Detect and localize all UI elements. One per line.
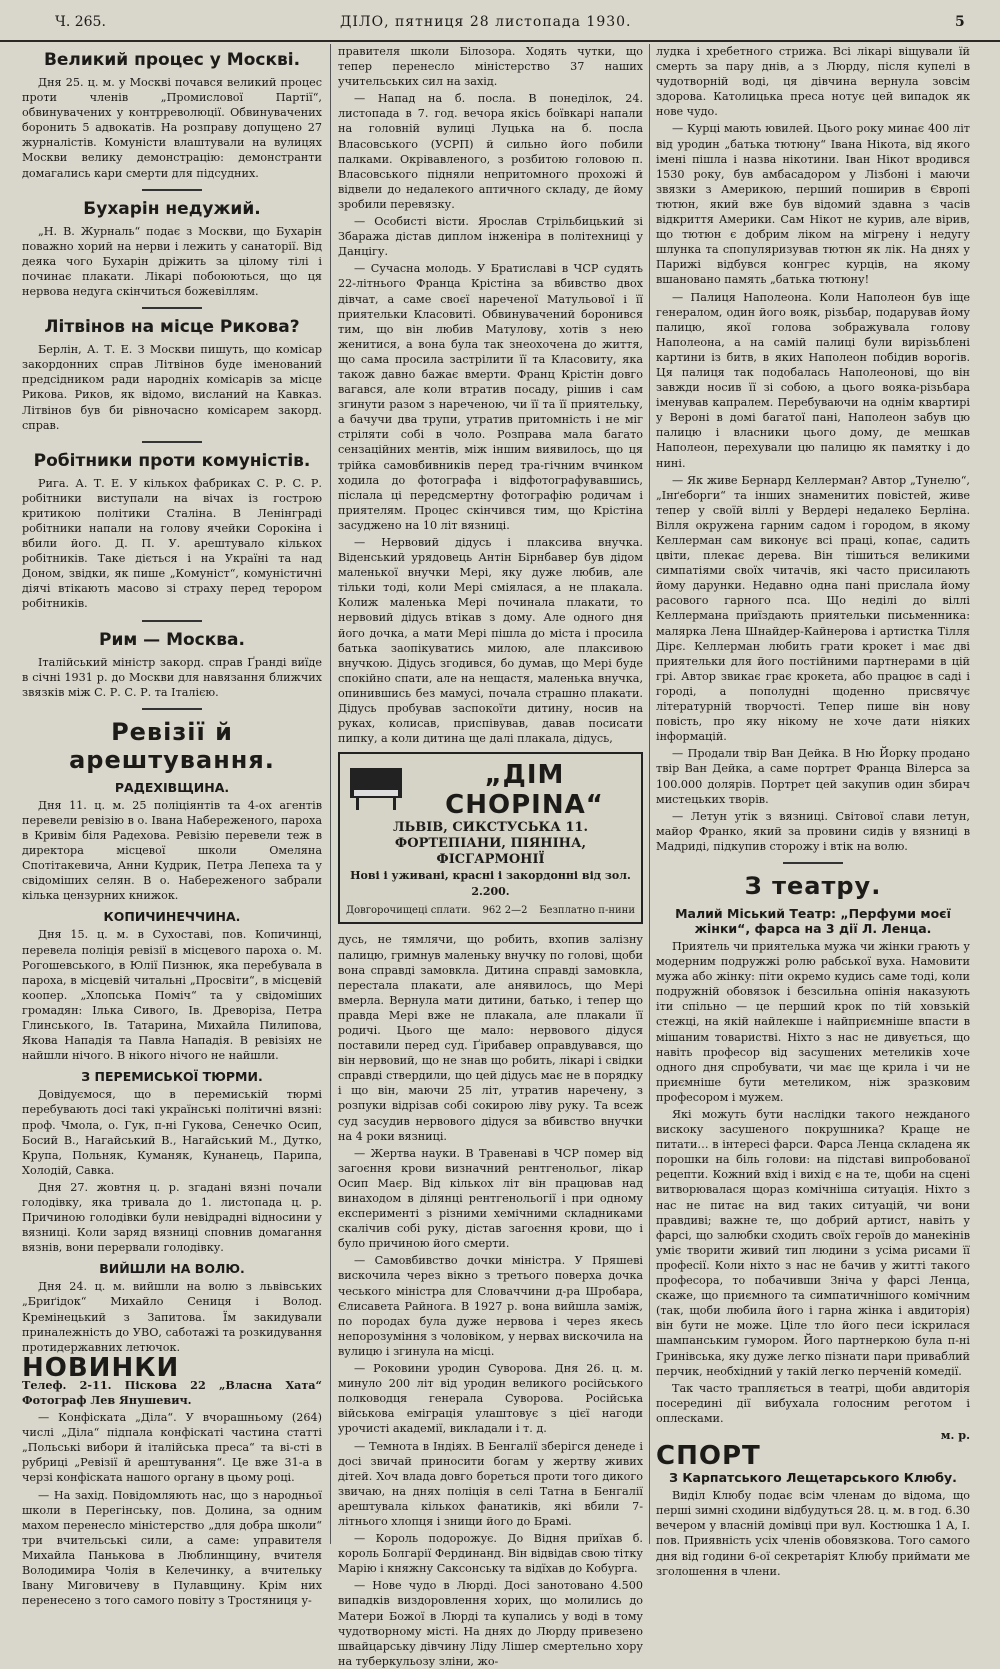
news-item: — Роковини уродин Суворова. Дня 26. ц. м. минуло 200 літ від уродин великого російського полководця генерала Суворова. Російська військова еміграція улаштовує з цієї нагоди урочисті академії, викладали і т. д. xyxy=(338,1362,643,1436)
signature: м. р. xyxy=(940,1427,970,1442)
headline: Рим — Москва. xyxy=(98,629,245,650)
subheadline: ВИЙШЛИ НА ВОЛЮ. xyxy=(99,1261,245,1277)
subheadline: З ПЕРЕМИСЬКОЇ ТЮРМИ. xyxy=(81,1069,263,1085)
subheadline: РАДЕХІВЩИНА. xyxy=(114,779,230,795)
article-text: Так часто трапляється в театрі, щоби авдиторія посередині дії вибухала голосним реготом і оплесками. xyxy=(656,1381,970,1425)
news-item: — Конфіската „Діла“. У вчорашньому (264) числі „Діла“ підпала конфіскаті частина статті „Польські вибори й італійська преса“ та ві-сті в рубриці „Ревізії й арештування“. Це вже 31-а в черзі конфіската нашого органу в цьому році. xyxy=(22,1411,322,1485)
article-text: Дня 25. ц. м. у Москві почався великий процес проти членів „Промислової Партії“, обвинувачених у контрреволюції. Обвинувачених боронить 5 адвокатів. На розправу допущено 27 журналістів. Комуністи влаштували на вулицях Москви велику демонстрацію: демонстранти домагались кари смерти для підсудних. xyxy=(22,76,322,180)
news-item: — Темнота в Індіях. В Бенгалії зберігся денеде і досі звичай приносити богам у жертву живих дітей. Хоч влада довго бореться проти того дикого звичаю, на днях поліція в селі Татна в Бенгалії арештувала кількох фанатиків, які вбили 7-літнього хлопця і знищи його до Брамі. xyxy=(338,1439,643,1528)
column-2 xyxy=(338,44,643,1668)
newspaper-title: ДІЛО, пятниця 28 листопада 1930. xyxy=(340,14,632,30)
headline: Бухарін недужий. xyxy=(83,198,261,219)
article-text: Рига. А. Т. Е. У кількох фабриках С. Р. С. Р. робітники виступали на вічах із гострою критикою політики Сталіна. В Ленінграді робітники напали на голову ячейки Сорокіна і вбили його. Д. П. У. арештувало кількох робітників. Таке діється і на Україні та над Доном, звідки, як пише „Комуніст“, комуністичні діячі втікають масово зі страху перед терором робітників. xyxy=(22,476,322,611)
article-text: Італійський міністр закорд. справ Ґранді виїде в січні 1931 р. до Москви для навязання ближчих звязків між С. Р. С. Р. та Італією. xyxy=(22,655,322,699)
ad-code: 962 2—2 xyxy=(482,905,528,917)
article-text: Дня 27. жовтня ц. р. згадані вязні почали голодівку, яка тривала до 1. листопада ц. р. Причиною голодівки були невідрадні відносини у вязниці. Коли заряд вязниці сповнив домагання вязнів, вони перервали голодівку. xyxy=(22,1180,322,1255)
news-item: — Нове чудо в Люрді. Досі занотовано 4.500 випадків виздоровлення хорих, що молились до Матери Божої в Люрді та купались у воді в тому чудотворному місті. На днях до Люрду привезено швайцарську дівчину Ліду Лішер смертельно хору на туберкульозу зліни, жо- xyxy=(338,1579,643,1668)
ad-footer-right: Безплатно п-нини xyxy=(539,905,635,917)
separator xyxy=(783,862,843,864)
article-text: Дня 24. ц. м. вийшли на волю з львівських „Бриґідок“ Михайло Сениця і Волод. Кремінецький з Запитова. Їм закидували приналежність до УВО, саботажі та розкидування протидержавних летючок. xyxy=(22,1280,322,1354)
column-divider xyxy=(330,44,331,1544)
news-item: — Летун утік з вязниці. Світової слави летун, майор Франко, який за провини сидів у вязниці в Мадриді, підкупив сторожу і втік на волю. xyxy=(656,809,970,853)
headline: Ревізії й арештування. xyxy=(69,717,275,774)
news-item: — Жертва науки. В Травенаві в ЧСР помер від загоєння крови визначний рентгенольог, лікар Осип Маєр. Від кількох літ він працював над винаходом в ділянці рентгенольогії і при одному експерименті з різними хемічними складниками скалічив собі руку, дістав загоєння крови, що і було причиною його смерти. xyxy=(338,1146,643,1251)
column-3 xyxy=(656,44,970,1578)
section-title: З театру. xyxy=(744,871,882,900)
article-text: Дня 11. ц. м. 25 поліціянтів та 4-ох агентів перевели ревізію в о. Івана Набереженого, пароха в Кривім біля Радехова. Ревізію перевели теж в директора місцевої школи Омеляна Спотітакевича, Анни Кудрик, Петра Лепеха та у свідоміших селян. В о. Набереженого забрали кілька цензурних книжок. xyxy=(22,798,322,903)
news-item: — Самовбивство дочки міністра. У Пряшеві вискочила через вікно з третього поверха дочка чеського міністра для Словаччини д-ра Шробара, Єлисавета Райнога. В 1927 р. вона вийшла заміж, по породах була дуже нервова і через якесь непорозуміння з чоловіком, у нервах вискочила на вулицю і згинула на місці. xyxy=(338,1254,643,1358)
news-item: — Особисті вісти. Ярослав Стрільбицький зі Збаража дістав диплом інженіра в політехниці у Данцігу. xyxy=(338,215,643,259)
ad-title: „ДІМ CHOPINA“ xyxy=(445,760,604,821)
ad-address: ЛЬВІВ, СИКСТУСЬКА 11. xyxy=(393,820,588,836)
subheadline: Малий Міський Театр: „Перфуми моєї жінки“, фарса на 3 дії Л. Ленца. xyxy=(675,905,951,936)
headline: Літвінов на місце Рикова? xyxy=(44,317,300,338)
article-text: Дня 15. ц. м. в Сухоставі, пов. Копичинці, перевела поліція ревізії в місцевого пароха о. М. Рогошевського, в Юлії Пизнюк, яка перебувала в пароха, в місцевій читальні „Просвіти“, в місцевій коопер. „Хлопська Поміч“ та у свідоміших громадян: Ількa Сивого, Ів. Древоріза, Петра Глинського, Ів. Татарина, Михайла Пилипова, Якова Нападія та Павла Нападія. В ревізіях не найшли нічого. В нікого нічого не найшли. xyxy=(22,928,322,1063)
article-text: „Н. В. Журналь“ подає з Москви, що Бухарін поважно хорий на нерви і лежить у санаторії. Від деяка чого Бухарін дріжить за цілому тілі і починає плакати. Лікарі побоюються, що ця нервова недуга скінчиться божевіллям. xyxy=(22,224,322,299)
article-text: Берлін, А. Т. Е. З Москви пишуть, що комісар закордонних справ Літвінов буде іменований предсідником ради народніх комісарів за місце Рикова. Риков, як відомо, висланий на Кавказ. Літвінов був би рівночасно комісарем закорд. справ. xyxy=(22,343,322,432)
separator xyxy=(142,708,202,710)
article-text: Виділ Клюбу подає всім членам до відома, що перші зимні сходини відбудуться 28. ц. м. в год. 6.30 вечером у власній домівці при вул. Костюшка 1 А, І. пов. Приявність усіх членів обовязкова. Того самого дня від години 6-ої секретаріят Клюбу приймати ме зголошення в члени. xyxy=(656,1489,970,1578)
article-text: правителя школи Білозора. Ходять чутки, що тепер перенесло міністерство 37 наших учительських сил на захід. xyxy=(338,45,643,89)
news-item: — Палиця Наполеона. Коли Наполеон був іще генералом, один його вояк, різьбар, подарував йому палицю, якої голова зображувала голову Наполеона, а на самій палиці були вирізьблені картини із битв, в яких Наполеон побідив ворогів. Ця палиця так подобалась Наполеонові, що він завжди носив її зі собою, а цього вояка-різьбара іменував капралем. Перебуваючи на однім квартирі у Вероні в домі багатої пані, Наполеон забув цю палицю і власники цього дому, де мешкав Наполеон, перехували цю палицю як памятку і до нині. xyxy=(656,290,970,470)
news-item: — Король подорожує. До Відня приїхав б. король Болгарії Фердинанд. Він відвідав свою тітку Марію і княжну Саксонську та відїхав до Кобурга. xyxy=(338,1532,643,1576)
article-text: Приятель чи приятелька мужа чи жінки грають у модерним подружжі ролю рабської вуха. Намовити мужа або жінку: піти окремо кудись саме тоді, коли подружній обовязок і безсильна опінія наказують іти спільно — це перший крок по тій ховзькій стежці, на якій найлекше і найприємніше впасти в мішаним товаристві. Ніхто з нас не дивується, що навіть професор від засушених метеликів хоче одного дня спробувати, чи має ще крила і чи не приємніше бути метеликом, ніж зразковим професором і мужем. xyxy=(656,939,970,1104)
headline: Робітники проти комуністів. xyxy=(33,450,311,471)
section-title: НОВИНКИ xyxy=(22,1352,180,1383)
news-item: — Нервовий дідусь і плаксива внучка. Віденський урядовець Антін Бірнбавер був дідом маленької внучки Мері, яку дуже любив, але тільки тоді, коли Мері сміялася, а не плакала. Колиж маленька Мері починала плакати, то нервовий дідусь втікав з дому. Але одного дня його дочка, а мати Мері пішла до міста і просила батька заопікуватись милою, але плаксивою внучкою. Дідусь згодився, бо думав, що Мері буде спокійно спати, але на нещастя, маленька внучка, опинившись без мамусі, почала страшно плакати. Дідусь пробував заспокоїти дитину, носив на руках, колисав, приспівував, давав посисати пипку, а коли дитина ще далі плакала, дідусь, xyxy=(338,536,643,746)
news-item: — Продали твір Ван Дейка. В Ню Йорку продано твір Ван Дейка, а саме портрет Франца Вілерса за 100.000 долярів. Портрет цей закупив один збирач мистецьких творів. xyxy=(656,747,970,806)
news-item: — Сучасна молодь. У Братиславі в ЧСР судять 22-літнього Франца Крістіна за вбивство двох дівчат, а саме своєї нареченої Матульової і її приятельки Класовиті. Обвинувачений боронився тим, що він любив Матулову, хотів з нею женитися, а вона була так знеохочена до життя, що сама просила застрілити її та Класовиту, яка також давно бажає вмерти. Франц Крістін довго вагався, але коли втратив посаду, рішив і сам згинути разом з нареченою, чи її та її приятельку, а бачучи два трупи, утратив притомність і не міг стріляти собі в чоло. Розправа мала багато сензаційних ментів, між іншим виявилось, що ця трійка самовбивників перед тра-гічним вчинком ходила до фотографа і відфотографувавшись, післала ці передсмертну фотографію родичам і приятелям. Процес скінчився тим, що Крістіна засуджено на 10 літ вязниці. xyxy=(338,262,643,532)
ad-products: ФОРТЕПІАНИ, ПІЯНІНА, ФІСГАРМОНІЇ xyxy=(394,836,587,868)
ad-price: Нові і уживані, красні і закордонні від зол. 2.200. xyxy=(350,869,631,899)
sheet-number: 5 xyxy=(955,14,965,30)
headline: Великий процес у Москві. xyxy=(43,50,301,70)
ad-footer xyxy=(346,903,635,918)
column-divider xyxy=(649,44,650,1544)
news-item: — На захід. Повідомляють нас, що з народньої школи в Перегінську, пов. Долина, за одним махом перенесло міністерство „для добра школи“ три вчительські сили, а саме: управителя Михайла Панькова в Люблинщину, вчителя Володимира Чолія в Келечинку, а вчительку Івану Миговичеву в Пулавщину. Крім них перенесено з того самого повіту з Тростяниця у- xyxy=(22,1488,322,1608)
page-number: Ч. 265. xyxy=(55,14,106,30)
subheadline: З Карпатського Лещетарського Клюбу. xyxy=(669,1470,957,1486)
column-1 xyxy=(22,44,322,1608)
article-text: Довідуємося, що в перемиській тюрмі перебувають досі такі українські політичні вязні: проф. Чмола, о. Гук, п-ні Гукова, Сенечко Осип, Босий В., Нагайський В., Нагайський М., Дутко, Крупа, Польняк, Куманяк, Кунанець, Парипа, Холодій, Савка. xyxy=(22,1088,322,1177)
subheadline: КОПИЧИНЕЧЧИНА. xyxy=(103,909,241,925)
classified-ad: Телеф. 2-11. Піскова 22 „Власна Хата“ Фотограф Лев Янушевич. xyxy=(22,1377,322,1407)
news-item: — Курці мають ювилей. Цього року минає 400 літ від уродин „батька тютюну“ Івана Нікота, від якого імені пішла і назва нікотини. Іван Нікот вродився 1530 року, був амбасадором у Лізбоні і маючи звязки з Америкою, перший поширив в Європі тютюн, який вже був відомий здавна з часів відкриття Америки. Сам Нікот не курив, але вірив, що тютюн є добрим ліком на мігрену і недугу шлунка та спопуляризував тютюн як лік. На днях у Парижі відбувся конгрес курців, на якому вшановано память „батька тютюну! xyxy=(656,122,970,287)
article-text: лудка і хребетного стрижа. Всі лікарі віщували їй смерть за пару днів, а з Люрду, після купелі в чудотворній воді, ця дівчина вернула зовсім здорова. Католицька преса нотує цей випадок як нове чудо. xyxy=(656,45,970,119)
separator xyxy=(142,620,202,622)
advertisement xyxy=(338,752,643,924)
article-text: Які можуть бути наслідки такого нежданого вискоку засушеного покрушника? Краще не питати… в інтересі фарси. Фарса Ленца складена як порошки на біль голови: на підставі випробованої рецепти. Кожний вхід і вихід є на те, щоби на сцені витворювалася щораз комічніша ситуація. Ніхто з нас не питає на вид таких ситуацій, чи вони правдиві; важне те, що добрий артист, навіть у фарсі, що залюбки сходить своїх героїв до манекінів уміє творити живий тип людини з усіма рисами її професії. Коли ніхто з нас не бачив у житті такого професора, то побачивши Зніча у фарсі Ленца, скаже, що приємного та симпатичнішого комічним (так, щоби любила його і гарна жінка і авдиторія) він бути не може. Ціле тло його песи іскрилася шампанським гумором. Його партнеркою була п-ні Гринівська, яку дуже легко пізнати пари приваблий перчик, необхідний у такій легко перченій комедії. xyxy=(656,1108,970,1378)
separator xyxy=(142,441,202,443)
ad-footer-left: Довгорочищеці сплати. xyxy=(346,905,471,917)
masthead xyxy=(0,0,1000,42)
article-text: дусь, не тямлячи, що робить, вхопив залізну палицю, гримнув маленьку внучку по голові, щоби вона справді замовкла. Дитина справді замовкла, перестала плакати, але анявилось, що Мері вмерла. Вернула мати дитини, батько, і тепер що правда Мері вже не плакала, але плакали її родичі. Цього ще мало: нервового дідуся поставили перед суд. Ґірибавер оправдувався, що він нервовий, що не знав що робить, лікарі і свідки справді ствердили, що цей дідусь має не в порядку і що він, маючи 25 літ, утратив наречену, з розпуки відрізав собі сокирою ліву руку. Та всеж суд засудив нервового дідуся за вбивство внучки на 4 роки вязниці. xyxy=(338,933,643,1143)
piano-icon xyxy=(346,762,406,812)
news-item: — Напад на б. посла. В понеділок, 24. листопада в 7. год. вечора якісь боївкарі напали на головній вулиці Луцька на б. посла Власовського (УСРП) й сильно його побили палками. Окрівавленого, з розбитою головою п. Власовського підняли непритомного прохожі й відвели до недалекого аптичного складу, де йому зробили перевязку. xyxy=(338,92,643,211)
news-item: — Як живе Бернард Келлерман? Автор „Тунелю“, „Інґеборги“ та інших знаменитих повістей, живе тепер у своїй віллі у Вердері недалеко Берліна. Вілля окружена гарним садом і городом, в якому Келлерман сам виконує всі праці, копає, садить цвіти, плекає дерева. Він тішиться великими симпатіями своїх читачів, які часто присилають йому дарунки. Недавно одна пані прислала йому расового гарного пса. Що неділі до віллі Келлермана приїздають приятельки письменника: малярка Лена Шнайдер-Кайнерова і артистка Тілля Дірє. Келлерман любить грати крокет і має дві приятельки для його постійними партнерами в цій грі. Автор звикає грає крокета, або працює в саді і городі, а пополудні щоденно присвячує літературній творчості. Тепер пише він нову повість, про яку нікому не хоче дати ніяких інформацій. xyxy=(656,473,970,744)
separator xyxy=(142,189,202,191)
separator xyxy=(142,307,202,309)
section-title: СПОРТ xyxy=(656,1441,761,1472)
